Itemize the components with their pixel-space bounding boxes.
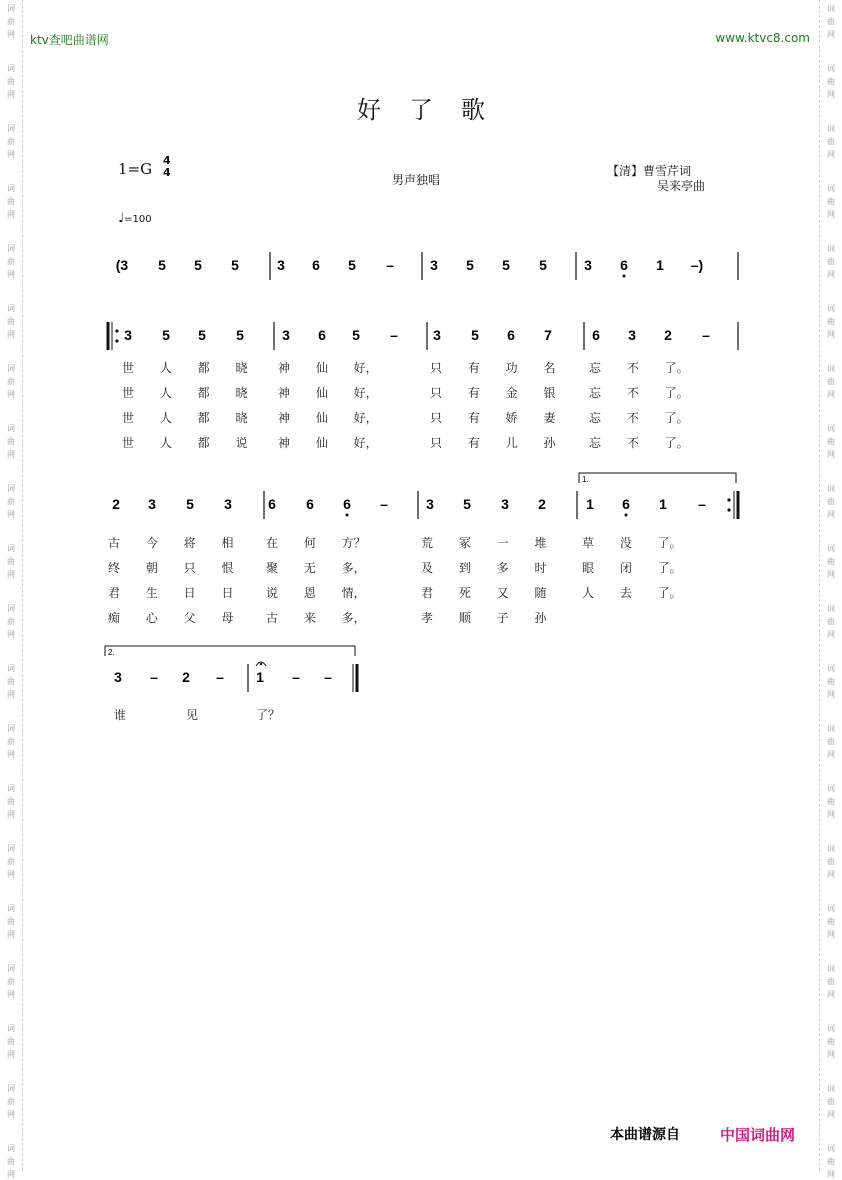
watermark-char: 曲 [827,917,835,926]
volta-bracket [105,646,355,656]
watermark-char: 网 [7,1050,15,1059]
footer-source-site[interactable]: 中国词曲网 [720,1126,796,1144]
watermark-char: 曲 [7,197,15,206]
watermark-char: 曲 [7,377,15,386]
watermark-char: 网 [7,330,15,339]
watermark-char: 曲 [7,257,15,266]
note: 6 [268,496,276,512]
note: 6 [318,327,326,343]
watermark-char: 词 [7,64,15,73]
watermark-char: 曲 [827,317,835,326]
watermark-char: 网 [827,450,835,459]
lyric-line-a: 忘 不 了。 [589,361,689,375]
note: 5 [158,257,166,273]
note: 3 [628,327,636,343]
watermark-char: 曲 [827,737,835,746]
note: 3 [114,669,122,685]
watermark-char: 曲 [7,737,15,746]
watermark-char: 曲 [7,857,15,866]
note: 5 [236,327,244,343]
watermark-char: 曲 [7,617,15,626]
lyric-line-b: 终 朝 只 恨 [108,561,234,575]
watermark-char: 曲 [7,317,15,326]
watermark-char: 词 [827,184,835,193]
lyric-line-b: 君 死 又 随 [421,586,547,600]
note: 6 [507,327,515,343]
watermark-char: 网 [827,930,835,939]
watermark-char: 曲 [7,917,15,926]
lyric-line-b: 荒 冢 一 堆 [421,536,547,550]
note: 3 [584,257,592,273]
lyric-line-a: 神 仙 好， [278,436,378,450]
watermark-char: 网 [827,330,835,339]
watermark-char: 曲 [827,857,835,866]
note: 6 [306,496,314,512]
watermark-char: 曲 [827,617,835,626]
lyricist-credit: 【清】曹雪芹词 [607,164,692,178]
watermark-char: 网 [827,270,835,279]
note: 6 [592,327,600,343]
watermark-char: 曲 [827,437,835,446]
dash: – [216,669,224,685]
note: 2 [664,327,672,343]
watermark-char: 词 [7,1084,15,1093]
watermark-char: 词 [7,1024,15,1033]
watermark-char: 网 [7,570,15,579]
volta-bracket [579,473,736,483]
repeat-dot [115,329,118,332]
tempo-value: =100 [124,214,152,225]
watermark-char: 曲 [7,557,15,566]
lyric-line-c: 了？ [256,708,281,722]
note: 5 [463,496,471,512]
watermark-char: 词 [827,1024,835,1033]
watermark-char: 词 [827,664,835,673]
watermark-char: 词 [827,844,835,853]
watermark-char: 网 [7,810,15,819]
watermark-char: 词 [827,724,835,733]
lyric-line-c: 谁 [114,708,127,722]
watermark-char: 网 [7,450,15,459]
note: 5 [162,327,170,343]
watermark-char: 网 [7,690,15,699]
lyric-line-a: 神 仙 好， [278,386,378,400]
repeat-dot [727,498,730,501]
watermark-char: 曲 [827,17,835,26]
watermark-char: 词 [7,1144,15,1153]
dash: – [292,669,300,685]
note: 7 [544,327,552,343]
fermata-dot [260,663,262,665]
lyric-line-a: 忘 不 了。 [589,411,689,425]
note: 5 [466,257,474,273]
watermark-char: 网 [7,150,15,159]
note: 2 [112,496,120,512]
watermark-char: 词 [7,964,15,973]
lyric-line-a: 只 有 儿 孙 [430,436,556,450]
note: 6 [312,257,320,273]
lyric-line-b: 眼 闭 了。 [582,561,682,575]
watermark-char: 曲 [827,1037,835,1046]
note: (3 [115,257,129,273]
watermark-char: 词 [827,904,835,913]
note: 1 [256,669,264,685]
lyric-line-c: 见 [186,708,199,722]
watermark-char: 网 [827,1110,835,1119]
note: 3 [430,257,438,273]
lyric-line-a: 世 人 都 晓 [122,386,248,400]
note: 6 [620,257,628,273]
volta-number: 2. [108,648,115,657]
watermark-char: 词 [827,364,835,373]
watermark-char: 词 [7,724,15,733]
time-signature-bottom: 4 [163,166,171,179]
watermark-char: 词 [7,664,15,673]
lyric-line-a: 只 有 娇 妻 [430,411,556,425]
watermark-char: 词 [7,184,15,193]
note: 6 [343,496,351,512]
lyric-line-b: 聚 无 多， [266,561,366,575]
watermark-char: 曲 [7,137,15,146]
note: 2 [538,496,546,512]
watermark-char: 词 [7,484,15,493]
lyric-line-b: 草 没 了。 [582,536,682,550]
watermark-char: 曲 [7,977,15,986]
watermark-char: 网 [7,870,15,879]
watermark-char: 曲 [827,377,835,386]
watermark-char: 词 [7,844,15,853]
watermark-char: 词 [827,64,835,73]
watermark-char: 曲 [827,1097,835,1106]
watermark-char: 词 [827,244,835,253]
low-octave-dot [346,514,349,517]
watermark-char: 词 [7,304,15,313]
watermark-char: 词 [7,784,15,793]
site-url-right[interactable]: www.ktvc8.com [715,31,810,45]
dash: – [150,669,158,685]
lyric-line-a: 神 仙 好， [278,411,378,425]
performance-note: 男声独唱 [392,173,441,187]
watermark-char: 网 [827,750,835,759]
watermark-char: 网 [7,750,15,759]
dash: – [390,327,398,343]
watermark-char: 词 [827,604,835,613]
watermark-char: 词 [7,364,15,373]
quarter-note-icon: ♩ [118,211,125,226]
watermark-char: 网 [827,510,835,519]
watermark-char: 网 [827,1170,835,1179]
watermark-char: 词 [827,784,835,793]
lyric-line-a: 世 人 都 晓 [122,361,248,375]
note: 5 [198,327,206,343]
note: 3 [426,496,434,512]
note: 2 [182,669,190,685]
watermark-char: 词 [827,484,835,493]
repeat-dot [727,508,730,511]
lyric-line-b: 古 来 多， [266,611,366,625]
note: 5 [186,496,194,512]
watermark-char: 曲 [7,677,15,686]
watermark-char: 词 [827,1144,835,1153]
note: 5 [194,257,202,273]
watermark-char: 网 [827,150,835,159]
watermark-char: 网 [7,30,15,39]
dash: – [702,327,710,343]
watermark-char: 网 [827,1050,835,1059]
note: 3 [282,327,290,343]
watermark-char: 曲 [7,17,15,26]
watermark-char: 网 [827,90,835,99]
watermark-char: 网 [7,90,15,99]
watermark-char: 曲 [827,197,835,206]
lyric-line-a: 世 人 都 说 [122,436,248,450]
watermark-char: 网 [7,1110,15,1119]
watermark-char: 曲 [827,977,835,986]
low-octave-dot [625,514,628,517]
note: 1 [656,257,664,273]
lyric-line-b: 孝 顺 子 孙 [421,611,547,625]
note: 5 [352,327,360,343]
watermark-char: 词 [827,424,835,433]
watermark-char: 曲 [827,677,835,686]
lyric-line-b: 君 生 日 日 [108,586,234,600]
watermark-char: 曲 [7,1097,15,1106]
footer-source-label: 本曲谱源自 [610,1127,680,1143]
lyric-line-a: 只 有 功 名 [430,361,556,375]
note: 3 [501,496,509,512]
watermark-char: 曲 [7,797,15,806]
key-signature: 1=G [118,160,153,178]
note: 1 [586,496,594,512]
dash: – [380,496,388,512]
watermark-char: 网 [827,390,835,399]
note: 1 [659,496,667,512]
watermark-char: 网 [827,990,835,999]
watermark-char: 网 [7,630,15,639]
watermark-char: 曲 [7,1037,15,1046]
watermark-char: 网 [827,210,835,219]
dash: – [324,669,332,685]
lyric-line-b: 痴 心 父 母 [108,611,234,625]
watermark-char: 词 [827,124,835,133]
watermark-char: 曲 [7,77,15,86]
watermark-char: 曲 [827,497,835,506]
watermark-char: 网 [827,570,835,579]
watermark-char: 词 [827,1084,835,1093]
watermark-char: 词 [7,244,15,253]
watermark-char: 词 [7,904,15,913]
note: 3 [148,496,156,512]
watermark-char: 词 [7,4,15,13]
note: 5 [502,257,510,273]
repeat-dot [115,339,118,342]
watermark-char: 网 [7,930,15,939]
note: 3 [224,496,232,512]
watermark-char: 曲 [7,497,15,506]
watermark-char: 词 [7,604,15,613]
watermark-char: 网 [7,990,15,999]
watermark-char: 网 [827,690,835,699]
dash: – [698,496,706,512]
lyric-line-b: 古 今 将 相 [108,536,234,550]
watermark-char: 曲 [7,1157,15,1166]
lyric-line-b: 及 到 多 时 [421,561,547,575]
lyric-line-b: 说 恩 情， [266,586,366,600]
lyric-line-b: 在 何 方？ [266,536,366,550]
watermark-char: 曲 [827,137,835,146]
watermark-char: 曲 [7,437,15,446]
watermark-char: 网 [827,870,835,879]
watermark-char: 网 [7,510,15,519]
note: 6 [622,496,630,512]
watermark-char: 网 [7,210,15,219]
watermark-char: 词 [827,544,835,553]
lyric-line-a: 忘 不 了。 [589,436,689,450]
composer-credit: 吴来亭曲 [657,179,706,193]
watermark-char: 词 [7,124,15,133]
lyric-line-a: 只 有 金 银 [430,386,556,400]
site-name-left[interactable]: ktv查吧曲谱网 [30,33,109,47]
watermark-char: 网 [827,810,835,819]
note: 5 [539,257,547,273]
volta-number: 1. [582,475,589,484]
note: 5 [471,327,479,343]
note: –) [690,257,704,273]
low-octave-dot [623,275,626,278]
watermark-char: 网 [7,270,15,279]
watermark-char: 词 [827,304,835,313]
lyric-line-a: 世 人 都 晓 [122,411,248,425]
time-signature-top: 4 [163,154,171,167]
song-title: 好了歌 [357,96,513,124]
lyric-line-b: 人 去 了。 [582,586,682,600]
dash: – [386,257,394,273]
watermark-char: 网 [7,390,15,399]
watermark-char: 曲 [827,257,835,266]
watermark-char: 曲 [827,77,835,86]
watermark-char: 曲 [827,557,835,566]
watermark-char: 网 [827,630,835,639]
note: 5 [231,257,239,273]
note: 5 [348,257,356,273]
watermark-char: 网 [7,1170,15,1179]
watermark-char: 网 [827,30,835,39]
note: 3 [124,327,132,343]
lyric-line-a: 忘 不 了。 [589,386,689,400]
watermark-char: 曲 [827,797,835,806]
lyric-line-a: 神 仙 好， [278,361,378,375]
watermark-char: 词 [827,964,835,973]
note: 3 [433,327,441,343]
watermark-char: 词 [7,544,15,553]
note: 3 [277,257,285,273]
watermark-char: 词 [827,4,835,13]
watermark-char: 词 [7,424,15,433]
watermark-char: 曲 [827,1157,835,1166]
